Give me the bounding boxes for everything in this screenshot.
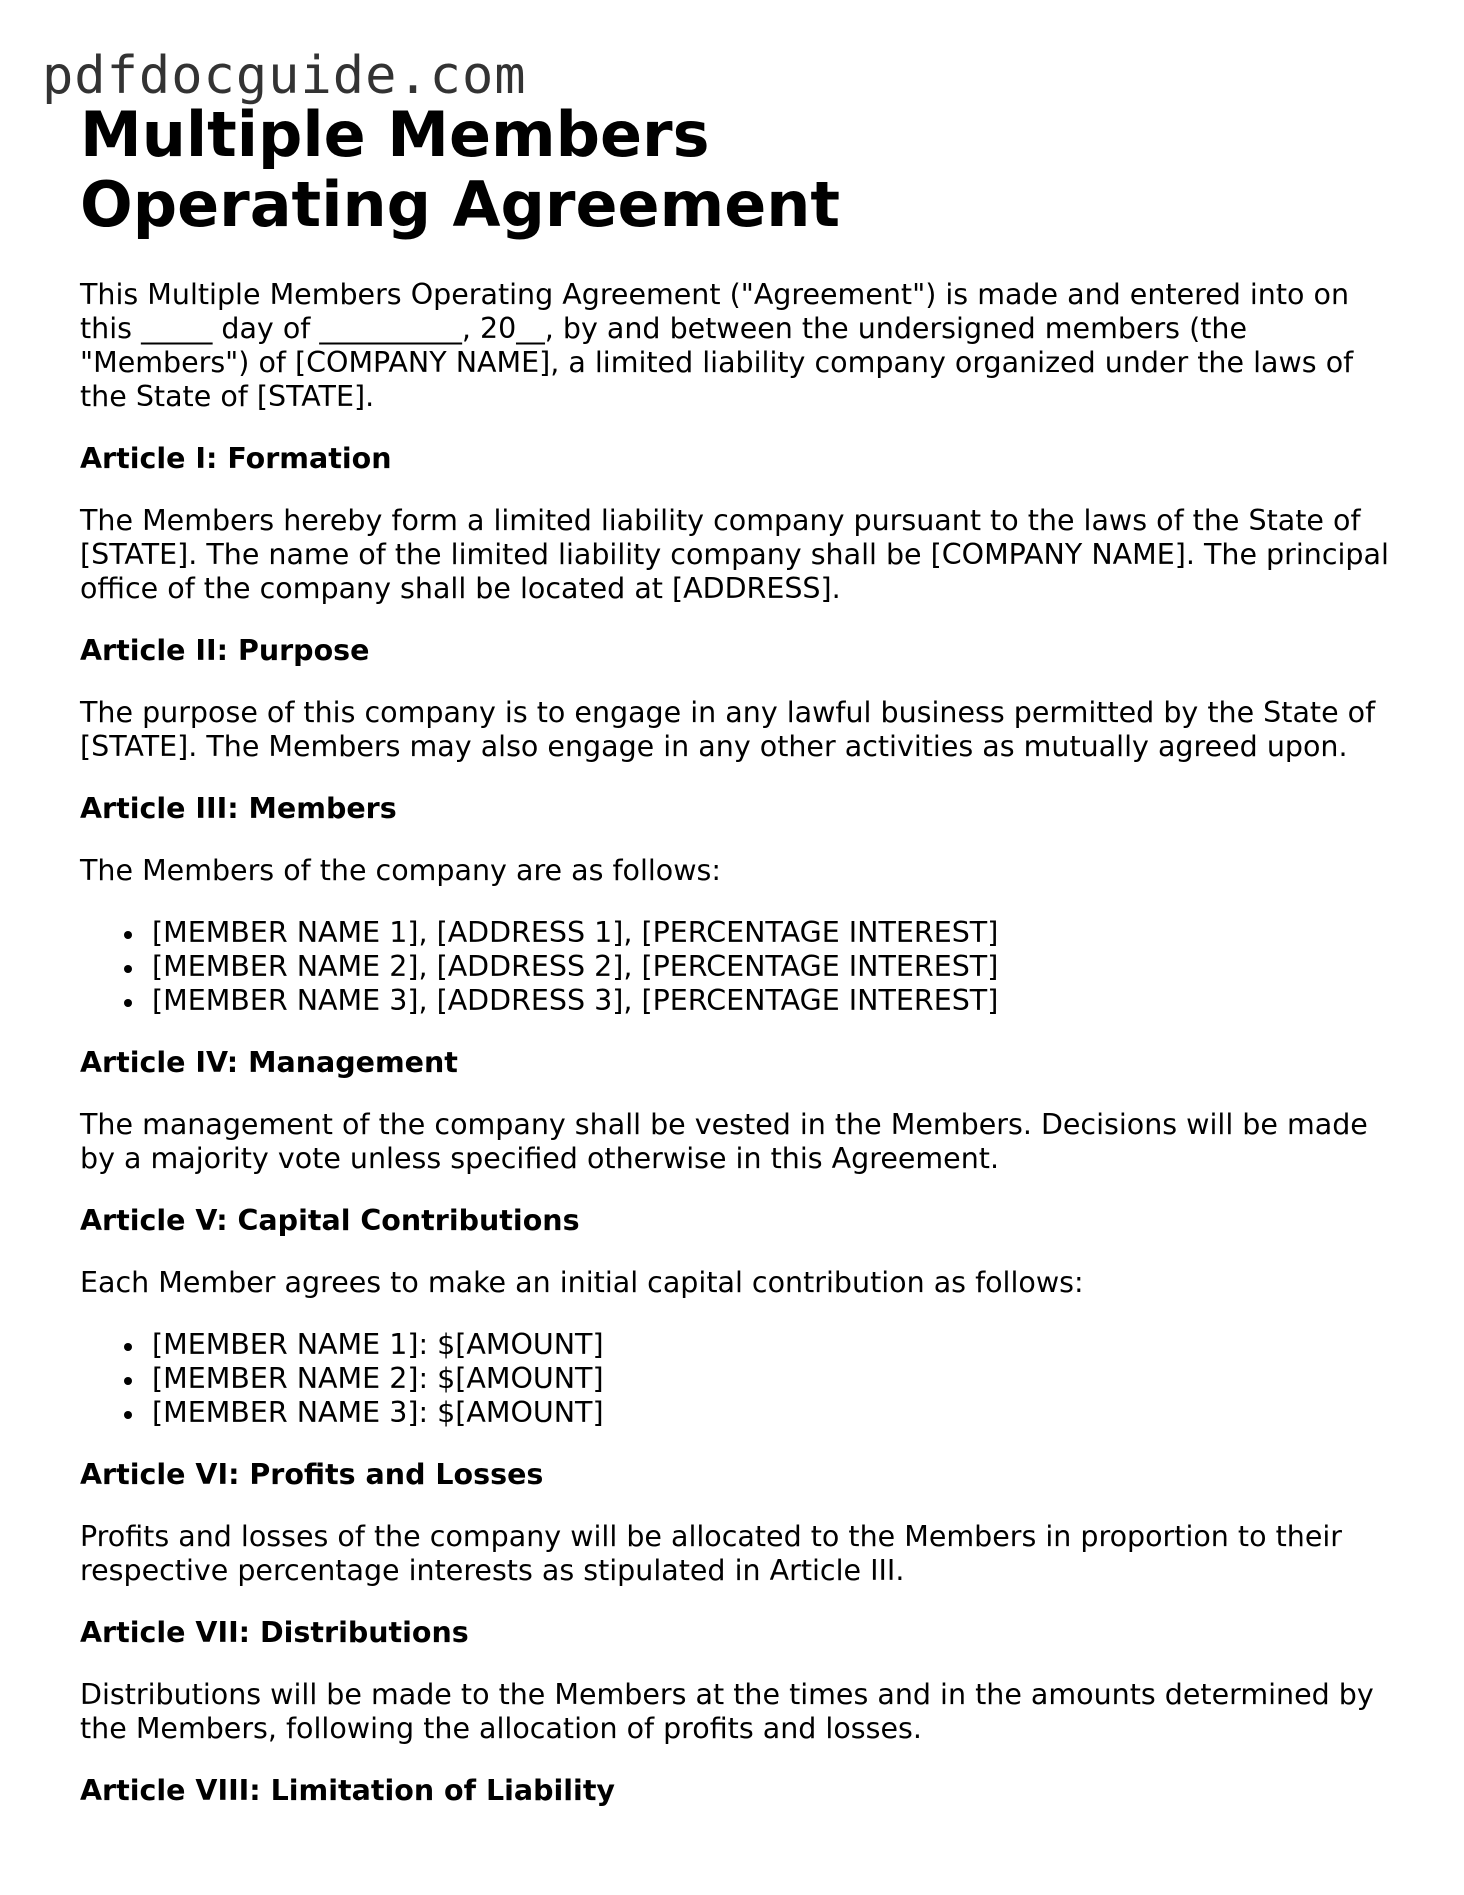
watermark: pdfdocguide.com <box>42 46 527 106</box>
list-item-text: [MEMBER NAME 2]: $[AMOUNT] <box>152 1362 604 1395</box>
article-4-heading: Article IV: Management <box>80 1046 458 1079</box>
bullet-icon <box>124 1343 132 1351</box>
document-title: Multiple Members Operating Agreement <box>80 98 841 241</box>
article-6-heading: Article VI: Profits and Losses <box>80 1458 544 1491</box>
list-item-text: [MEMBER NAME 3]: $[AMOUNT] <box>152 1396 604 1429</box>
article-2-heading: Article II: Purpose <box>80 634 370 667</box>
members-list <box>80 916 1400 1018</box>
bullet-icon <box>124 1411 132 1419</box>
list-item <box>152 916 1400 950</box>
article-7-heading: Article VII: Distributions <box>80 1616 469 1649</box>
bullet-icon <box>124 999 132 1007</box>
article-6-text: Profits and losses of the company will be allocated to the Members in proportion to their respective percentage interests as stipulated in Article III. <box>80 1520 1343 1587</box>
intro-paragraph: This Multiple Members Operating Agreement ("Agreement") is made and entered into on this _____ day of __________, 20__, by and between the undersigned members (the "Members") of [COMPANY NAME], a limited liability company organized under the laws of the State of [STATE]. <box>80 278 1354 413</box>
list-item-text: [MEMBER NAME 1]: $[AMOUNT] <box>152 1328 604 1361</box>
bullet-icon <box>124 965 132 973</box>
bullet-icon <box>124 931 132 939</box>
list-item <box>152 950 1400 984</box>
article-1-text: The Members hereby form a limited liability company pursuant to the laws of the State of [STATE]. The name of the limited liability company shall be [COMPANY NAME]. The principal office of the company shall be located at [ADDRESS]. <box>80 504 1389 605</box>
article-3-heading: Article III: Members <box>80 792 397 825</box>
list-item <box>152 1328 1400 1362</box>
article-8-heading: Article VIII: Limitation of Liability <box>80 1774 616 1807</box>
article-2-text: The purpose of this company is to engage in any lawful business permitted by the State of [STATE]. The Members may also engage in any other activities as mutually agreed upon. <box>80 696 1376 763</box>
list-item <box>152 984 1400 1018</box>
article-3-text: The Members of the company are as follows: <box>80 854 721 887</box>
article-4-text: The management of the company shall be vested in the Members. Decisions will be made by a majority vote unless specified otherwise in this Agreement. <box>80 1108 1368 1175</box>
article-5-text: Each Member agrees to make an initial capital contribution as follows: <box>80 1266 1084 1299</box>
bullet-icon <box>124 1377 132 1385</box>
article-7-text: Distributions will be made to the Members at the times and in the amounts determined by the Members, following the allocation of profits and losses. <box>80 1678 1374 1745</box>
list-item <box>152 1362 1400 1396</box>
article-1-heading: Article I: Formation <box>80 442 392 475</box>
contributions-list <box>80 1328 1400 1430</box>
article-5-heading: Article V: Capital Contributions <box>80 1204 580 1237</box>
list-item-text: [MEMBER NAME 2], [ADDRESS 2], [PERCENTAGE INTEREST] <box>152 950 999 983</box>
list-item-text: [MEMBER NAME 3], [ADDRESS 3], [PERCENTAGE INTEREST] <box>152 984 999 1017</box>
document-page <box>80 100 1400 1808</box>
list-item-text: [MEMBER NAME 1], [ADDRESS 1], [PERCENTAGE INTEREST] <box>152 916 999 949</box>
list-item <box>152 1396 1400 1430</box>
